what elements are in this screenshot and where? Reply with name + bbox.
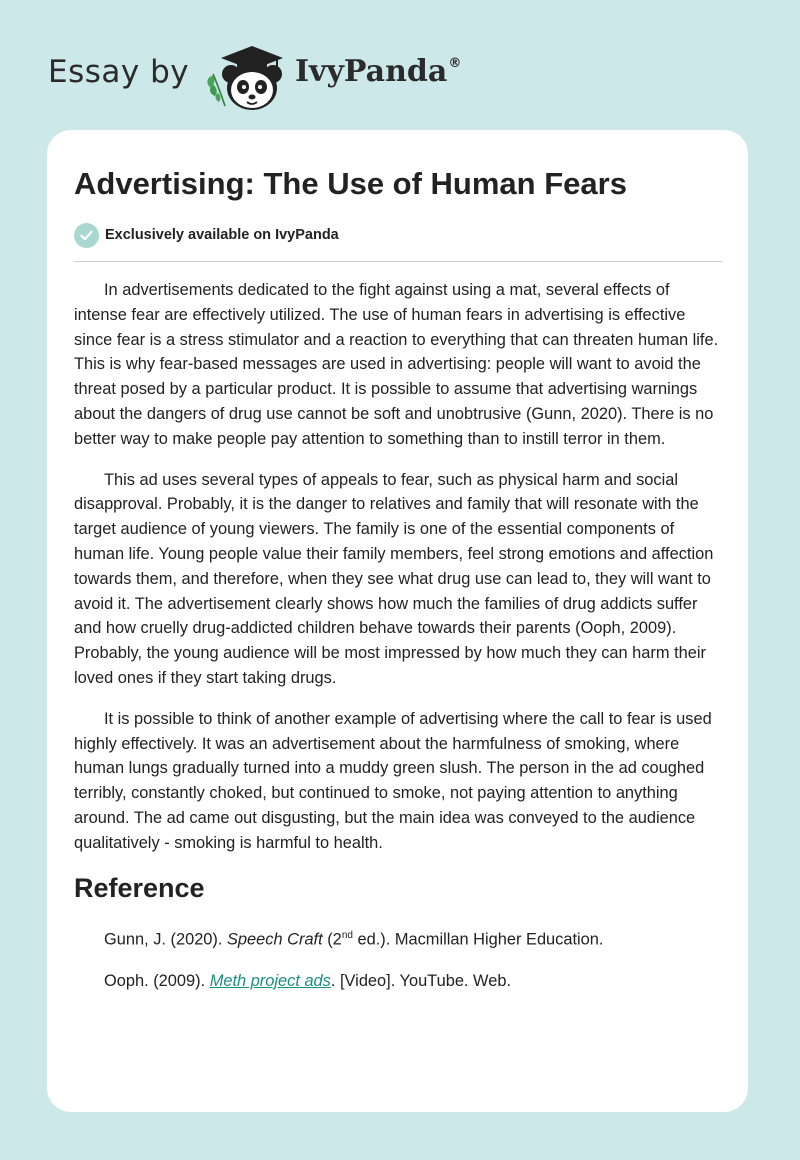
essay-by-label: Essay by xyxy=(48,54,190,90)
references-heading: Reference xyxy=(74,872,205,903)
exclusive-badge xyxy=(74,222,339,248)
divider xyxy=(74,261,723,262)
page-title: Advertising: The Use of Human Fears xyxy=(74,166,627,201)
registered-mark: ® xyxy=(448,56,462,71)
reference-prefix: Ooph. (2009). xyxy=(104,972,210,990)
reference-suffix: . [Video]. YouTube. Web. xyxy=(330,972,512,990)
checkmark-icon xyxy=(74,223,99,248)
reference-title: Speech Craft xyxy=(227,930,323,948)
reference-edition-suffix: nd xyxy=(341,929,353,941)
reference-prefix: Gunn, J. (2020). xyxy=(104,930,227,948)
ivy-leaf-icon xyxy=(207,74,225,106)
reference-edition: (2 xyxy=(322,930,342,948)
exclusive-label: Exclusively available on IvyPanda xyxy=(105,227,339,243)
paragraph: It is possible to think of another example of advertising where the call to fear is used highly effectively. It was an advertisement about the harmfulness of smoking, where human lungs gradually turned into a muddy green slush. The person in the ad coughed terribly, constantly choked, but continued to smoke, not paying attention to anything around. The ad came out disgusting, but the main idea was conveyed to the audience qualitatively - smoking is harmful to health. xyxy=(74,709,712,852)
reference-publisher: ed.). Macmillan Higher Education. xyxy=(352,930,604,948)
ivypanda-wordmark[interactable] xyxy=(295,54,460,89)
brand-name-text: IvyPanda xyxy=(295,54,448,89)
ivypanda-logo[interactable] xyxy=(203,36,293,112)
paragraph: This ad uses several types of appeals to fear, such as physical harm and social disapproval. Probably, it is the danger to relatives and family that will resonate with the target audience of young viewers. The family is one of the essential components of human life. Young people value their family members, feel strong emotions and affection towards them, and therefore, when they see what drug use can lead to, they will want to avoid it. The advertisement clearly shows how much the families of drug addicts suffer and how cruelly drug-addicted children behave towards their parents (Ooph, 2009). Probably, the young audience will be most impressed by how much they can harm their loved ones if they start taking drugs. xyxy=(74,470,714,687)
references-list xyxy=(74,924,726,993)
reference-item xyxy=(104,924,726,951)
paragraph: In advertisements dedicated to the fight against using a mat, several effects of intense fear are effectively utilized. The use of human fears in advertising is effective since fear is a stress stimulator and a reaction to everything that can threaten human life. This is why fear-based messages are used in advertising: people will want to avoid the threat posed by a particular product. It is possible to assume that advertising warnings about the dangers of drug use cannot be soft and unobtrusive (Gunn, 2020). There is no better way to make people pay attention to something than to instill terror in them. xyxy=(74,281,719,448)
essay-body xyxy=(74,278,726,1011)
reference-item xyxy=(104,969,726,993)
site-header xyxy=(48,34,508,114)
essay-card xyxy=(47,130,748,1112)
reference-link[interactable]: Meth project ads xyxy=(209,972,331,990)
